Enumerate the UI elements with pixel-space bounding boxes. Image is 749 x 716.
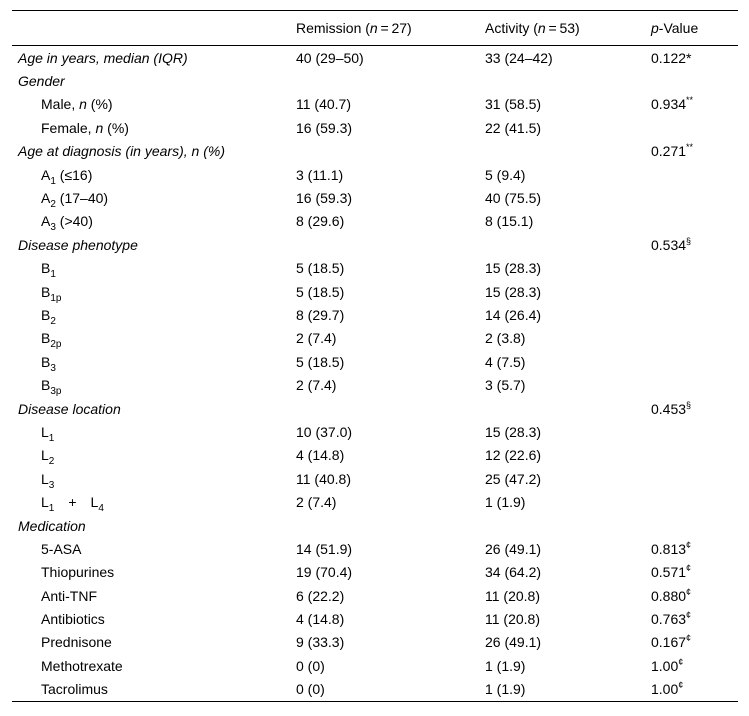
row-label: Thiopurines	[41, 564, 115, 581]
table-row	[12, 163, 738, 186]
activity-value: 34 (64.2)	[485, 564, 542, 581]
row-label: Age in years, median (IQR)	[18, 49, 188, 66]
activity-value: 1 (1.9)	[479, 678, 645, 702]
table-row	[12, 420, 738, 443]
activity-value: 14 (26.4)	[485, 306, 542, 323]
row-label: 5-ASA	[41, 540, 82, 557]
section-label: Gender	[18, 73, 65, 90]
row-label: Tacrolimus	[12, 678, 290, 702]
table-row	[12, 210, 738, 233]
table-row	[12, 397, 738, 420]
table-container	[12, 10, 738, 702]
section-label: Disease location	[18, 400, 121, 417]
activity-value: 8 (15.1)	[485, 213, 534, 230]
p-value: 0.122*	[651, 49, 692, 66]
remission-value: 14 (51.9)	[296, 540, 353, 557]
table-row	[12, 444, 738, 467]
table-header	[12, 11, 738, 46]
p-value: 0.167¢	[651, 633, 692, 651]
row-label: $B_{1p}$	[41, 283, 62, 304]
clinical-characteristics-table	[12, 10, 738, 702]
remission-value: 11 (40.7)	[296, 96, 351, 113]
remission-value: 2 (7.4)	[296, 377, 337, 394]
remission-value: 5 (18.5)	[296, 260, 345, 277]
table-row	[12, 280, 738, 303]
table-row	[12, 140, 738, 163]
table-row	[12, 327, 738, 350]
remission-value: 6 (22.2)	[296, 587, 345, 604]
header-row	[12, 11, 738, 46]
table-row	[12, 93, 738, 116]
activity-value: 31 (58.5)	[485, 96, 542, 113]
table-row	[12, 257, 738, 280]
table-row	[12, 303, 738, 326]
row-label: $L_1$	[41, 423, 55, 444]
row-label: $B_2$	[41, 306, 56, 327]
table-row	[12, 584, 738, 607]
remission-value: 4 (14.8)	[296, 611, 345, 628]
activity-value: 26 (49.1)	[485, 634, 542, 651]
p-value: 1.00¢	[645, 678, 738, 702]
row-label: Female, n (%)	[41, 119, 129, 136]
section-label: Medication	[18, 517, 86, 534]
activity-value: 26 (49.1)	[485, 540, 542, 557]
table-row	[12, 116, 738, 139]
activity-value: 5 (9.4)	[485, 166, 526, 183]
section-label: Age at diagnosis (in years), n (%)	[18, 143, 225, 160]
table-row	[12, 46, 738, 70]
header-activity: Activity (n = 53)	[479, 11, 645, 46]
activity-value: 22 (41.5)	[485, 119, 542, 136]
remission-value: 8 (29.6)	[296, 213, 345, 230]
table-row	[12, 233, 738, 256]
row-label: $A_2$ (17–40)	[41, 190, 109, 211]
row-label: $B_{3p}$	[41, 377, 62, 398]
table-row	[12, 350, 738, 373]
activity-value: 11 (20.8)	[485, 587, 540, 604]
activity-value: 4 (7.5)	[485, 353, 526, 370]
remission-value: 16 (59.3)	[296, 190, 353, 207]
activity-value: 2 (3.8)	[485, 330, 526, 347]
p-value: 0.534§	[651, 235, 692, 253]
table-body	[12, 46, 738, 702]
remission-value: 11 (40.8)	[296, 470, 351, 487]
remission-value: 0 (0)	[290, 678, 479, 702]
p-value: 0.453§	[651, 399, 692, 417]
remission-value: 8 (29.7)	[296, 306, 345, 323]
table-row	[12, 514, 738, 537]
remission-value: 5 (18.5)	[296, 283, 345, 300]
row-label: $L_2$	[41, 447, 55, 468]
row-label: $L_1 + L_4$	[41, 494, 104, 515]
activity-value: 1 (1.9)	[485, 494, 526, 511]
row-label: $A_3$ (>40)	[41, 213, 93, 234]
activity-value: 25 (47.2)	[485, 470, 542, 487]
header-remission: Remission (n = 27)	[290, 11, 479, 46]
row-label: Anti-TNF	[41, 587, 97, 604]
p-value: 0.271**	[651, 142, 694, 160]
remission-value: 40 (29–50)	[296, 49, 364, 66]
activity-value: 1 (1.9)	[485, 657, 526, 674]
row-label: Methotrexate	[41, 657, 123, 674]
table-row	[12, 561, 738, 584]
row-label: $A_1$ (≤16)	[41, 166, 93, 187]
remission-value: 19 (70.4)	[296, 564, 353, 581]
table-row	[12, 607, 738, 630]
p-value: 0.571¢	[651, 563, 692, 581]
table-row	[12, 654, 738, 677]
table-row	[12, 186, 738, 209]
table-row	[12, 537, 738, 560]
activity-value: 3 (5.7)	[485, 377, 526, 394]
p-value: 1.00¢	[651, 656, 684, 674]
p-value: 0.934**	[651, 95, 694, 113]
activity-value: 11 (20.8)	[485, 611, 540, 628]
remission-value: 2 (7.4)	[296, 330, 337, 347]
p-value: 0.880¢	[651, 586, 692, 604]
row-label: Prednisone	[41, 634, 112, 651]
table-row	[12, 69, 738, 92]
activity-value: 15 (28.3)	[485, 423, 542, 440]
table-row	[12, 373, 738, 396]
activity-value: 12 (22.6)	[485, 447, 542, 464]
row-label: $B_3$	[41, 353, 56, 374]
remission-value: 0 (0)	[296, 657, 325, 674]
activity-value: 33 (24–42)	[485, 49, 553, 66]
section-label: Disease phenotype	[18, 236, 138, 253]
table-row	[12, 678, 738, 702]
remission-value: 10 (37.0)	[296, 423, 353, 440]
remission-value: 16 (59.3)	[296, 119, 353, 136]
remission-value: 4 (14.8)	[296, 447, 345, 464]
row-label: $L_3$	[41, 470, 55, 491]
row-label: Antibiotics	[41, 611, 105, 628]
p-value: 0.813¢	[651, 539, 692, 557]
remission-value: 9 (33.3)	[296, 634, 345, 651]
activity-value: 40 (75.5)	[485, 190, 542, 207]
header-pvalue: p-Value	[645, 11, 738, 46]
row-label: $B_1$	[41, 260, 56, 281]
activity-value: 15 (28.3)	[485, 260, 542, 277]
row-label: Male, n (%)	[41, 96, 113, 113]
table-row	[12, 490, 738, 513]
header-label-cell	[12, 11, 290, 46]
remission-value: 5 (18.5)	[296, 353, 345, 370]
activity-value: 15 (28.3)	[485, 283, 542, 300]
row-label: $B_{2p}$	[41, 330, 62, 351]
table-row	[12, 631, 738, 654]
table-row	[12, 467, 738, 490]
remission-value: 2 (7.4)	[296, 494, 337, 511]
p-value: 0.763¢	[651, 610, 692, 628]
remission-value: 3 (11.1)	[296, 166, 344, 183]
